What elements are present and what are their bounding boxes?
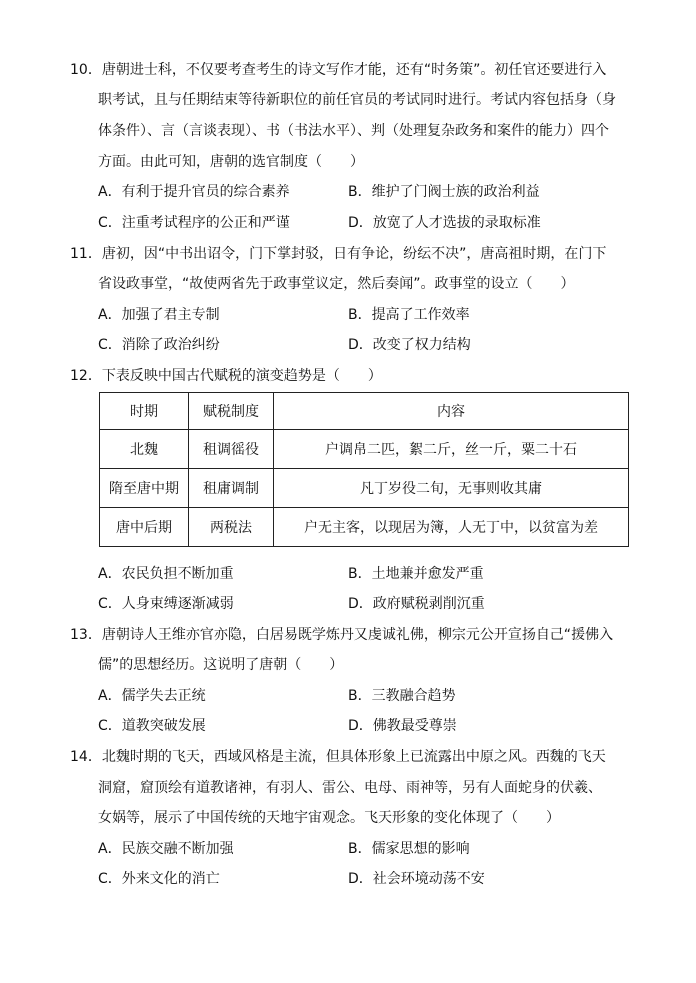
q13-option-d: D．佛教最受尊崇 [348, 718, 457, 734]
q10-option-b: B．维护了门阀士族的政治利益 [348, 184, 540, 200]
table-cell: 户调帛二匹，絮二斤，丝一斤，粟二十石 [274, 430, 629, 469]
q12-line-1: 12．下表反映中国古代赋税的演变趋势是（ ） [70, 368, 382, 384]
q12-option-d: D．政府赋税剥削沉重 [348, 596, 485, 612]
q14-option-a: A．民族交融不断加强 [98, 841, 234, 857]
q13-option-b: B．三教融合趋势 [348, 688, 456, 704]
q10-option-a: A．有利于提升官员的综合素养 [98, 184, 290, 200]
table-row [100, 430, 629, 469]
q10-option-c: C．注重考试程序的公正和严谨 [98, 215, 290, 231]
q11-line-1: 11．唐初，因“中书出诏令，门下掌封驳，日有争论，纷纭不决”，唐高祖时期，在门下 [70, 246, 607, 262]
q14-option-d: D．社会环境动荡不安 [348, 871, 485, 887]
q11-option-b: B．提高了工作效率 [348, 307, 470, 323]
q11-line-2: 省设政事堂，“故使两省先于政事堂议定，然后奏闻”。政事堂的设立（ ） [98, 276, 575, 292]
table-cell: 租庸调制 [189, 469, 274, 508]
table-cell: 北魏 [100, 430, 189, 469]
table-cell: 租调徭役 [189, 430, 274, 469]
q10-line-1: 10．唐朝进士科，不仅要考查考生的诗文写作才能，还有“时务策”。初任官还要进行入 [70, 62, 607, 78]
table-row [100, 508, 629, 547]
q12-option-b: B．土地兼并愈发严重 [348, 566, 484, 582]
table-header-cell: 赋税制度 [189, 393, 274, 430]
table-cell: 户无主客，以现居为簿，人无丁中，以贫富为差 [274, 508, 629, 547]
q11-option-d: D．改变了权力结构 [348, 337, 471, 353]
q11-option-a: A．加强了君主专制 [98, 307, 220, 323]
q14-option-c: C．外来文化的消亡 [98, 871, 220, 887]
table-cell: 凡丁岁役二旬，无事则收其庸 [274, 469, 629, 508]
q14-option-b: B．儒家思想的影响 [348, 841, 470, 857]
q10-line-2: 职考试，且与任期结束等待新职位的前任官员的考试同时进行。考试内容包括身（身 [98, 92, 616, 108]
table-row [100, 469, 629, 508]
q10-line-3: 体条件）、言（言谈表现）、书（书法水平）、判（处理复杂政务和案件的能力）四个 [98, 123, 609, 139]
table-header-cell: 内容 [274, 393, 629, 430]
table-cell: 唐中后期 [100, 508, 189, 547]
q13-line-1: 13．唐朝诗人王维亦官亦隐，白居易既学炼丹又虔诚礼佛，柳宗元公开宣扬自己“援佛入 [70, 627, 614, 643]
q11-option-c: C．消除了政治纠纷 [98, 337, 220, 353]
table-cell: 隋至唐中期 [100, 469, 189, 508]
q14-line-1: 14．北魏时期的飞天，西域风格是主流，但具体形象上已流露出中原之风。西魏的飞天 [70, 749, 606, 765]
table-header-row [100, 393, 629, 430]
q14-line-2: 洞窟，窟顶绘有道教诸神，有羽人、雷公、电母、雨神等，另有人面蛇身的伏羲、 [98, 780, 602, 796]
q12-option-c: C．人身束缚逐渐减弱 [98, 596, 234, 612]
tax-table [99, 392, 629, 547]
q10-option-d: D．放宽了人才选拔的录取标准 [348, 215, 541, 231]
table-cell: 两税法 [189, 508, 274, 547]
q14-line-3: 女娲等，展示了中国传统的天地宇宙观念。飞天形象的变化体现了（ ） [98, 810, 560, 826]
q12-option-a: A．农民负担不断加重 [98, 566, 234, 582]
q13-line-2: 儒”的思想经历。这说明了唐朝（ ） [98, 657, 344, 673]
q13-option-a: A．儒学失去正统 [98, 688, 206, 704]
q10-line-4: 方面。由此可知，唐朝的选官制度（ ） [98, 154, 364, 170]
table-header-cell: 时期 [100, 393, 189, 430]
q13-option-c: C．道教突破发展 [98, 718, 206, 734]
